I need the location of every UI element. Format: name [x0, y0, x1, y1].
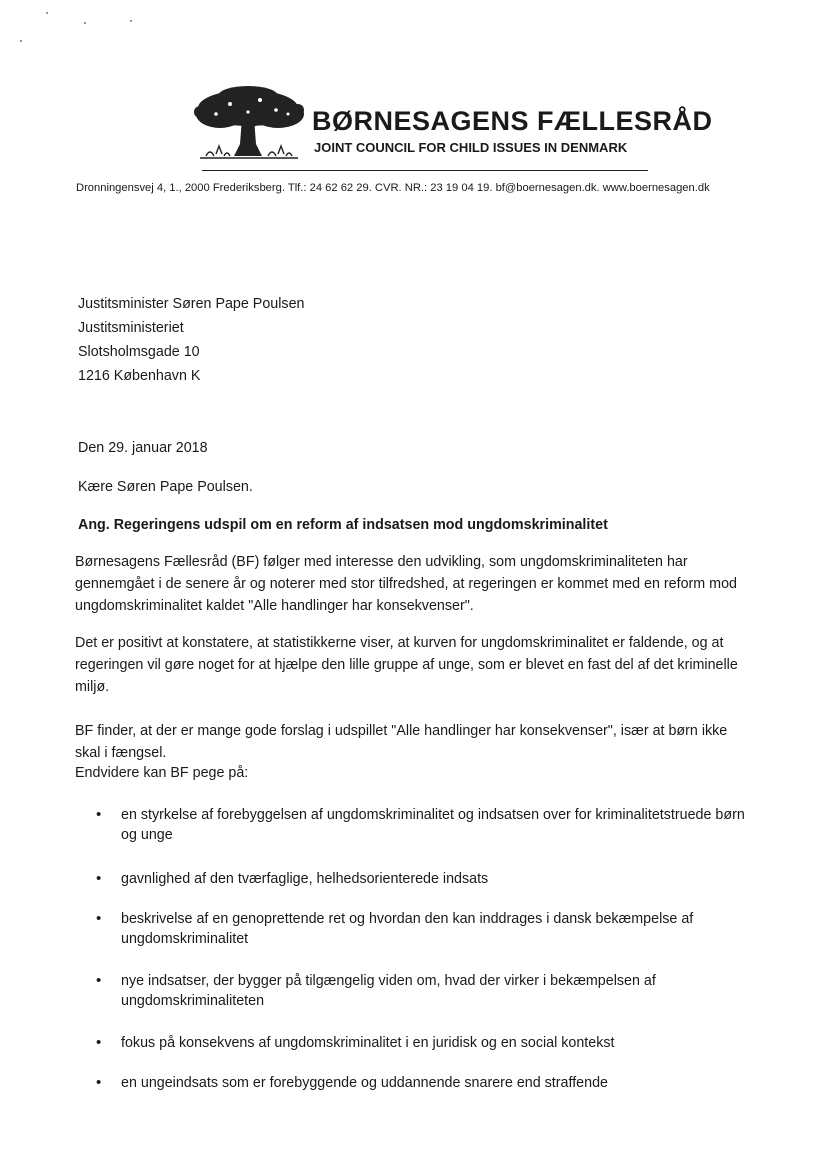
bullet-dot: • — [96, 870, 102, 887]
org-subtitle: JOINT COUNCIL FOR CHILD ISSUES IN DENMARK — [314, 140, 628, 155]
org-name: BØRNESAGENS FÆLLESRÅD — [312, 106, 713, 136]
contact-line: Dronningensvej 4, 1., 2000 Frederiksberg. Tlf.: 24 62 62 29. CVR. NR.: 23 19 04 19. bf@boernesagen.dk. www.boernesagen.dk — [76, 182, 710, 194]
oak-tree-icon — [190, 84, 308, 164]
recipient-line: 1216 København K — [78, 368, 201, 384]
list-item — [78, 971, 758, 1011]
paragraph: Endvidere kan BF pege på: — [75, 765, 249, 781]
letter-date: Den 29. januar 2018 — [78, 440, 208, 456]
bullet-list — [78, 805, 758, 1093]
list-item-text: gavnlighed af den tværfaglige, helhedsorienterede indsats — [121, 871, 489, 887]
scan-speck — [130, 20, 132, 22]
subject-line: Ang. Regeringens udspil om en reform af indsatsen mod ungdomskriminalitet — [78, 517, 608, 533]
bullet-dot: • — [96, 972, 102, 989]
recipient-line: Justitsminister Søren Pape Poulsen — [78, 296, 305, 312]
letterhead — [190, 84, 713, 174]
bullet-dot: • — [96, 1034, 102, 1051]
paragraph: BF finder, at der er mange gode forslag i udspillet "Alle handlinger har konsekvenser", især at børn ikke skal i fængsel. — [75, 723, 728, 761]
bullet-dot: • — [96, 806, 102, 823]
recipient-address — [78, 292, 304, 388]
list-item-text: en ungeindsats som er forebyggende og uddannende snarere end straffende — [121, 1075, 608, 1091]
recipient-line: Slotsholmsgade 10 — [78, 344, 200, 360]
scan-speck — [46, 12, 48, 14]
salutation: Kære Søren Pape Poulsen. — [78, 479, 253, 495]
letterhead-divider — [202, 170, 648, 171]
list-item — [78, 869, 758, 889]
bullet-dot: • — [96, 910, 102, 927]
scan-speck — [84, 22, 86, 24]
scan-speck — [20, 40, 22, 42]
recipient-line: Justitsministeriet — [78, 320, 184, 336]
paragraph: Det er positivt at konstatere, at statistikkerne viser, at kurven for ungdomskriminalitet er faldende, og at regeringen vil gøre noget for at hjælpe den lille gruppe af unge, som er blevet en fast del af det kriminelle miljø. — [75, 635, 738, 695]
list-item-text: beskrivelse af en genoprettende ret og hvordan den kan inddrages i dansk bekæmpelse af ungdomskriminalitet — [121, 911, 694, 947]
list-item — [78, 909, 758, 949]
list-item — [78, 1033, 758, 1053]
list-item-text: fokus på konsekvens af ungdomskriminalitet i en juridisk og en social kontekst — [121, 1035, 615, 1051]
list-item — [78, 1073, 758, 1093]
list-item-text: nye indsatser, der bygger på tilgængelig viden om, hvad der virker i bekæmpelsen af ungdomskriminaliteten — [121, 973, 656, 1009]
paragraph: Børnesagens Fællesråd (BF) følger med interesse den udvikling, som ungdomskriminaliteten har gennemgået i de senere år og noterer med stor tilfredshed, at regeringen er kommet med en reform mod ungdomskriminalitet kaldet "Alle handlinger har konsekvenser". — [75, 554, 737, 614]
bullet-dot: • — [96, 1074, 102, 1091]
list-item-text: en styrkelse af forebyggelsen af ungdomskriminalitet og indsatsen over for kriminalitetstruede børn og unge — [121, 807, 745, 843]
list-item — [78, 805, 758, 845]
